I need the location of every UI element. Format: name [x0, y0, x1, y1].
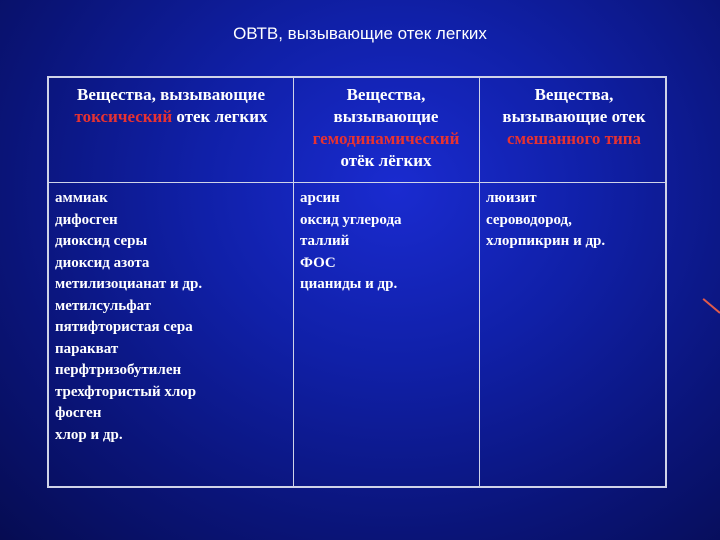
- list-item: диоксид азота: [55, 254, 150, 271]
- list-item: паракват: [55, 340, 119, 357]
- list-item: сероводород,: [486, 211, 572, 228]
- list-item: аммиак: [55, 190, 108, 206]
- header-divider: [49, 182, 665, 183]
- list-item: пятифтористая сера: [55, 319, 193, 335]
- list-item: перфтризобутилен: [55, 362, 182, 378]
- list-item: цианиды и др.: [300, 276, 398, 292]
- list-item: хлор и др.: [55, 426, 123, 443]
- column-list-mixed: [480, 188, 666, 253]
- list-item: фосген: [55, 405, 102, 421]
- list-item: метилсульфат: [55, 297, 152, 314]
- list-item: таллий: [300, 233, 350, 249]
- list-item: ФОС: [300, 254, 336, 271]
- list-item: хлорпикрин и др.: [486, 233, 606, 249]
- list-item: арсин: [300, 190, 340, 206]
- list-item: оксид углерода: [300, 211, 402, 228]
- header-highlight: гемодинамический: [312, 129, 460, 148]
- header-highlight: смешанного типа: [506, 129, 642, 148]
- list-item: диоксид серы: [55, 233, 148, 249]
- list-item: дифосген: [55, 211, 118, 228]
- column-header-mixed: Вещества, вызывающие отек смешанного типа: [481, 84, 667, 150]
- column-divider-2: [479, 78, 480, 486]
- column-header-hemodynamic: Вещества, вызывающие гемодинамический отёк лёгких: [295, 84, 477, 172]
- column-list-hemodynamic: [294, 188, 478, 296]
- list-item: трехфтористый хлор: [55, 383, 197, 400]
- list-item: метилизоцианат и др.: [55, 276, 203, 292]
- decorative-line: [703, 298, 720, 314]
- list-item: люизит: [486, 190, 537, 206]
- column-header-toxic: Вещества, вызывающие токсический отек легких: [74, 85, 268, 126]
- header-highlight: токсический: [74, 107, 173, 126]
- column-list-toxic: [49, 188, 293, 446]
- substances-table: [47, 76, 667, 488]
- page-title: ОВТВ, вызывающие отек легких: [233, 24, 487, 43]
